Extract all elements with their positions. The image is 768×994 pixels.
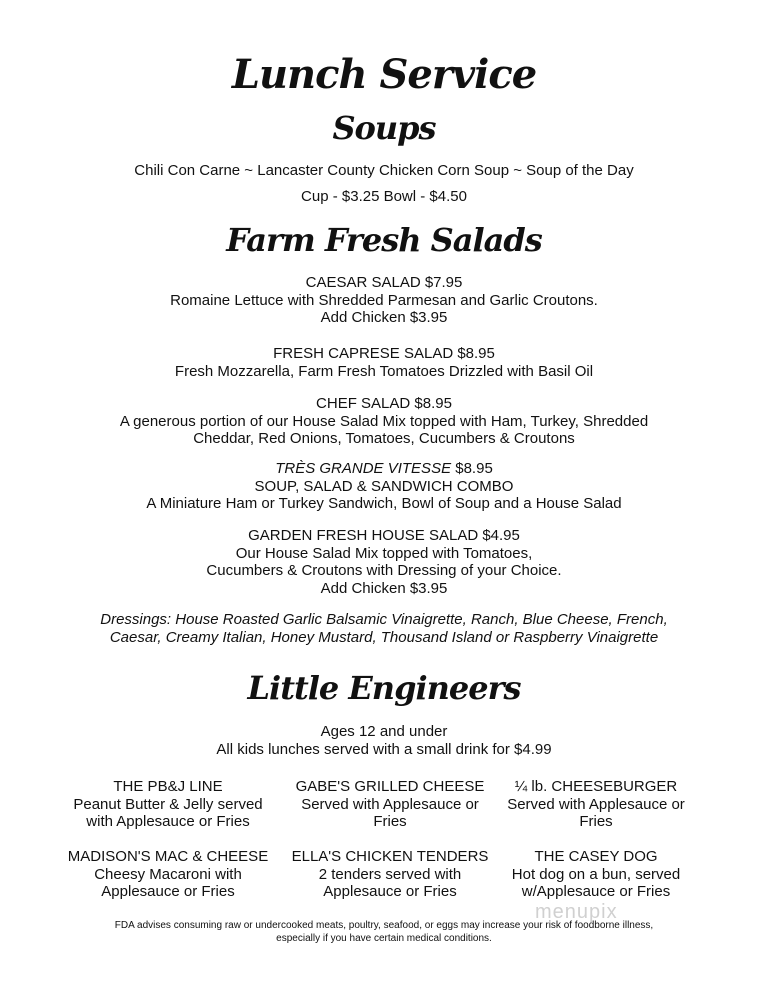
dressings-line: Dressings: House Roasted Garlic Balsamic Vinaigrette, Ranch, Blue Cheese, French, (100, 611, 668, 628)
soups-items: Chili Con Carne ~ Lancaster County Chicken Corn Soup ~ Soup of the Day (134, 162, 634, 179)
salad-combo (0, 460, 768, 513)
kids-item-desc: Fries (373, 813, 407, 831)
salad-name: CHEF SALAD $8.95 (316, 395, 452, 412)
kids-item (280, 778, 500, 831)
kids-item-name: THE PB&J LINE (113, 778, 223, 795)
kids-item-desc: Served with Applesauce or (301, 795, 479, 813)
salad-desc: Cheddar, Red Onions, Tomatoes, Cucumbers & Croutons (193, 430, 575, 448)
kids-item-name: THE CASEY DOG (534, 848, 658, 865)
salad-desc: Add Chicken $3.95 (320, 309, 448, 327)
kids-heading: Little Engineers (247, 669, 521, 707)
salad-name: CAESAR SALAD $7.95 (305, 274, 463, 291)
salad-name: FRESH CAPRESE SALAD $8.95 (273, 345, 495, 362)
salad-desc: Romaine Lettuce with Shredded Parmesan and Garlic Croutons. (170, 291, 598, 309)
watermark: menupix (535, 901, 618, 923)
kids-item (486, 848, 706, 901)
kids-item-desc: Applesauce or Fries (101, 883, 235, 901)
salad-name: GARDEN FRESH HOUSE SALAD $4.95 (248, 527, 520, 544)
kids-item (486, 778, 706, 831)
kids-item-desc: with Applesauce or Fries (86, 813, 250, 831)
kids-item-desc: Applesauce or Fries (323, 883, 457, 901)
fda-line: FDA advises consuming raw or undercooked meats, poultry, seafood, or eggs may increase your risk of foodborne illness, (114, 920, 654, 931)
dressings-line: Caesar, Creamy Italian, Honey Mustard, Thousand Island or Raspberry Vinaigrette (109, 628, 659, 646)
kids-item-desc: Hot dog on a bun, served (511, 865, 681, 883)
kids-item-name: ELLA'S CHICKEN TENDERS (291, 848, 489, 865)
salad-price: $8.95 (455, 460, 493, 477)
salads-heading: Farm Fresh Salads (226, 221, 542, 259)
salad-desc: A Miniature Ham or Turkey Sandwich, Bowl of Soup and a House Salad (146, 495, 622, 513)
kids-item-desc: w/Applesauce or Fries (521, 883, 671, 901)
kids-item-desc: 2 tenders served with (318, 865, 462, 883)
salad-caesar (0, 274, 768, 327)
salad-caprese (0, 345, 768, 380)
kids-item-desc: Peanut Butter & Jelly served (73, 795, 263, 813)
salad-desc: Add Chicken $3.95 (320, 579, 448, 597)
soups-heading: Soups (332, 109, 436, 147)
page-title: Lunch Service (231, 51, 537, 98)
salad-chef (0, 395, 768, 448)
salad-desc: Fresh Mozzarella, Farm Fresh Tomatoes Drizzled with Basil Oil (174, 362, 594, 380)
kids-item-desc: Fries (579, 813, 613, 831)
kids-note: All kids lunches served with a small drink for $4.99 (216, 741, 552, 758)
kids-item-desc: Cheesy Macaroni with (94, 865, 242, 883)
kids-item-desc: Served with Applesauce or (507, 795, 685, 813)
kids-ages: Ages 12 and under (320, 723, 448, 740)
salad-garden (0, 527, 768, 597)
soups-prices: Cup - $3.25 Bowl - $4.50 (301, 188, 467, 205)
kids-item-name: ¼ lb. CHEESEBURGER (514, 778, 678, 795)
salad-desc: SOUP, SALAD & SANDWICH COMBO (254, 477, 514, 495)
kids-item-name: MADISON'S MAC & CHEESE (67, 848, 269, 865)
salad-desc: Our House Salad Mix topped with Tomatoes, (235, 544, 533, 562)
fda-line: especially if you have certain medical conditions. (276, 933, 492, 944)
salad-desc: Cucumbers & Croutons with Dressing of your Choice. (206, 562, 562, 580)
kids-item-name: GABE'S GRILLED CHEESE (295, 778, 485, 795)
kids-item (58, 778, 278, 831)
fda-notice (0, 919, 768, 945)
salad-name: TRÈS GRANDE VITESSE (275, 460, 452, 477)
salad-desc: A generous portion of our House Salad Mix topped with Ham, Turkey, Shredded (119, 412, 649, 430)
kids-item (280, 848, 500, 901)
kids-item (58, 848, 278, 901)
dressings (0, 611, 768, 646)
